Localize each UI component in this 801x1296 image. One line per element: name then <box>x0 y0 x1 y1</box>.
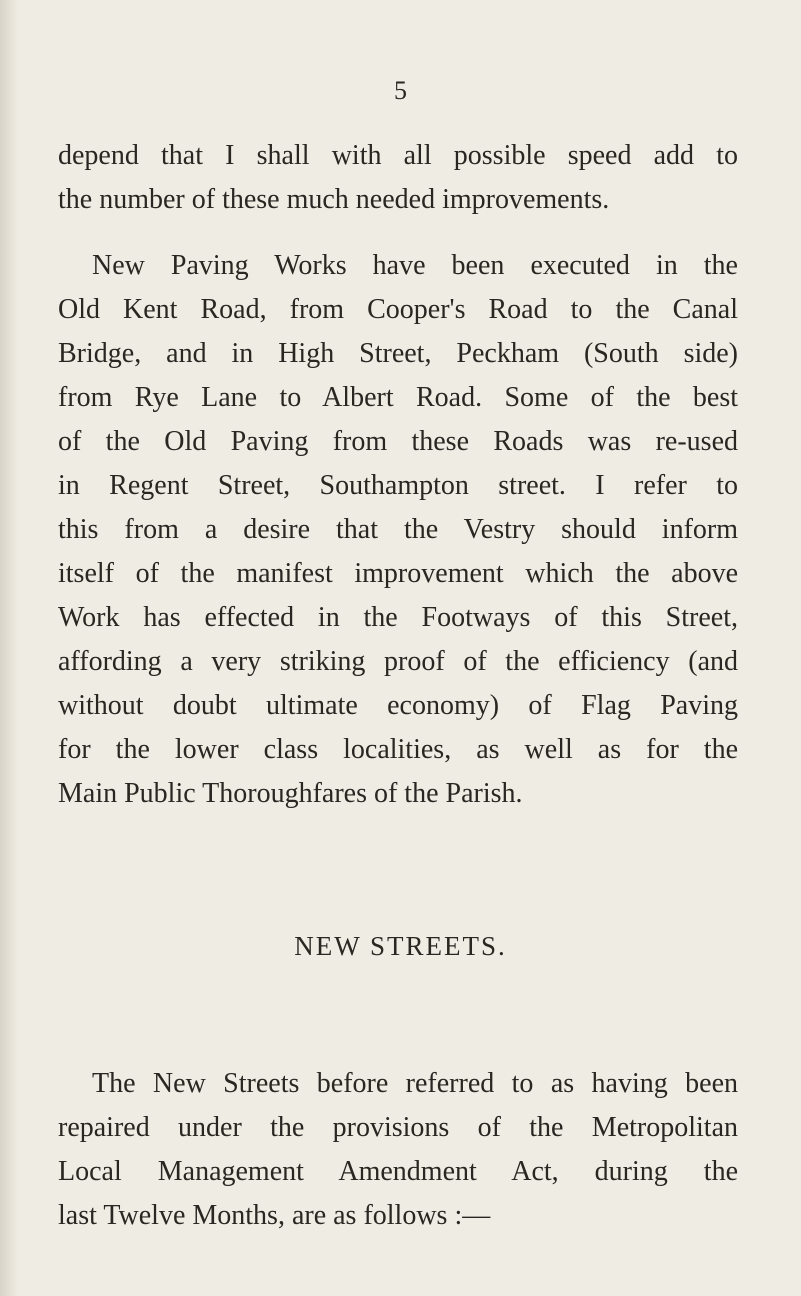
paragraph-2-line-11: without doubt ultimate economy) of Flag Paving <box>58 690 738 721</box>
paragraph-2-line-12: for the lower class localities, as well as for the <box>58 734 738 765</box>
paragraph-2-line-3: Bridge, and in High Street, Peckham (South side) <box>58 338 738 369</box>
paragraph-2-line-8: itself of the manifest improvement which the above <box>58 558 738 589</box>
page-number: 5 <box>394 76 407 105</box>
paragraph-2-line-4: from Rye Lane to Albert Road. Some of the best <box>58 382 738 413</box>
paragraph-2-line-1: New Paving Works have been executed in the <box>92 250 738 281</box>
paragraph-3-line-2: repaired under the provisions of the Metropolitan <box>58 1112 738 1143</box>
paragraph-3-line-1: The New Streets before referred to as having been <box>92 1068 738 1099</box>
paragraph-2-line-10: affording a very striking proof of the efficiency (and <box>58 646 738 677</box>
section-heading-new-streets: NEW STREETS. <box>294 931 507 961</box>
paragraph-1-line-2: the number of these much needed improvements. <box>58 184 610 215</box>
paragraph-3-line-3: Local Management Amendment Act, during the <box>58 1156 738 1187</box>
paragraph-3-line-4: last Twelve Months, are as follows :— <box>58 1200 491 1231</box>
paragraph-2-line-5: of the Old Paving from these Roads was re-used <box>58 426 738 457</box>
paragraph-2-line-6: in Regent Street, Southampton street. I refer to <box>58 470 738 501</box>
paragraph-2-line-13: Main Public Thoroughfares of the Parish. <box>58 778 523 809</box>
paragraph-2-line-2: Old Kent Road, from Cooper's Road to the Canal <box>58 294 738 325</box>
page-spine-shadow <box>0 0 18 1296</box>
paragraph-2-line-7: this from a desire that the Vestry should inform <box>58 514 738 545</box>
paragraph-2-line-9: Work has effected in the Footways of this Street, <box>58 602 738 633</box>
paragraph-1-line-1: depend that I shall with all possible speed add to <box>58 140 738 171</box>
